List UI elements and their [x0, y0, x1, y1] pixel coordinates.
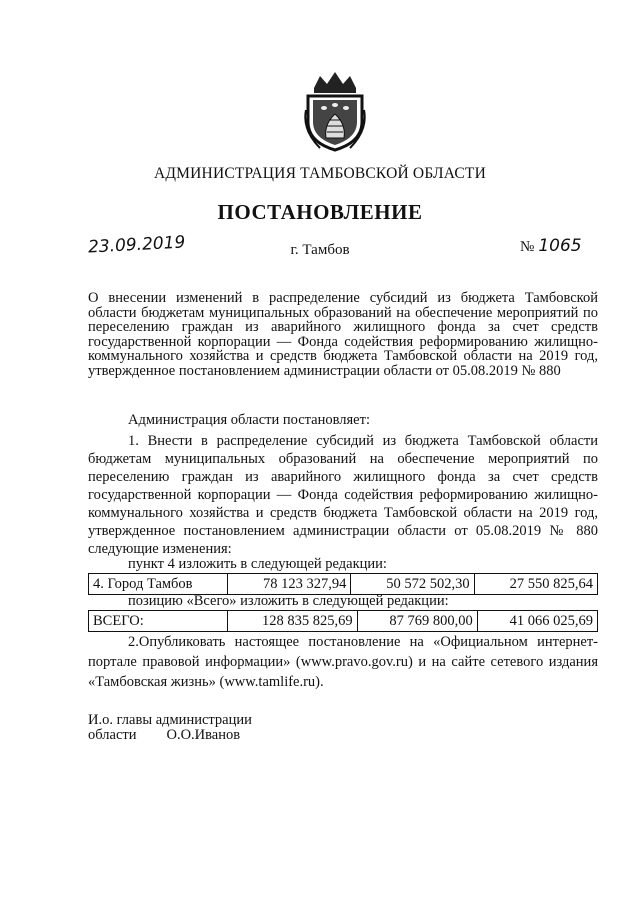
intro-paragraph: Администрация области постановляет:: [128, 412, 370, 428]
table-cell-fund: 87 769 800,00: [357, 611, 477, 632]
table-row-tambov: [88, 573, 598, 595]
document-city: г. Тамбов: [290, 242, 350, 258]
table-cell-name: 4. Город Тамбов: [89, 574, 228, 595]
coat-of-arms-icon: [300, 70, 370, 152]
table-cell-region: 41 066 025,69: [477, 611, 597, 632]
number-value: 1065: [538, 236, 582, 256]
table-cell-total: 78 123 327,94: [228, 574, 351, 595]
document-number: [520, 236, 582, 256]
signer-position-line2: области: [88, 727, 137, 743]
sub-instruction-2: позицию «Всего» изложить в следующей редакции:: [128, 593, 449, 609]
table-cell-fund: 50 572 502,30: [351, 574, 474, 595]
table-cell-name: ВСЕГО:: [89, 611, 228, 632]
number-label: №: [520, 239, 535, 255]
sub-instruction-1: пункт 4 изложить в следующей редакции:: [128, 556, 387, 572]
table-row-total: [88, 610, 598, 632]
document-date: 23.09.2019: [87, 232, 186, 258]
table-cell-region: 27 550 825,64: [474, 574, 597, 595]
document-subject: О внесении изменений в распределение субсидий из бюджета Тамбовской области бюджетам муниципальных образований на обеспечение мероприятий по переселению граждан из аварийного жилищного фонда за счет средств государственной корпорации — Фонда содействия реформированию жилищно-коммунального хозяйства и средств бюджета Тамбовской области на 2019 год, утвержденное постановлением администрации области от 05.08.2019 № 880: [88, 290, 598, 379]
item-1-paragraph: 1. Внести в распределение субсидий из бюджета Тамбовской области бюджетам муниципальных образований на обеспечение мероприятий по переселению граждан из аварийного жилищного фонда за счет средств государственной корпорации — Фонда содействия реформированию жилищно-коммунального хозяйства и средств бюджета Тамбовской области на 2019 год, утвержденное постановлением администрации области от 05.08.2019 № 880 следующие изменения:: [88, 433, 598, 557]
signature-block: [88, 713, 252, 743]
item-2-paragraph: 2.Опубликовать настоящее постановление на «Официальном интернет-портале правовой информации» (www.pravo.gov.ru) и на сайте сетевого издания «Тамбовская жизнь» (www.tamlife.ru).: [88, 634, 598, 690]
signer-position: И.о. главы администрации: [88, 712, 252, 728]
signer-name: О.О.Иванов: [166, 727, 241, 743]
document-type-title: ПОСТАНОВЛЕНИЕ: [217, 200, 423, 224]
table-cell-total: 128 835 825,69: [228, 611, 358, 632]
organization-name: АДМИНИСТРАЦИЯ ТАМБОВСКОЙ ОБЛАСТИ: [154, 165, 486, 182]
